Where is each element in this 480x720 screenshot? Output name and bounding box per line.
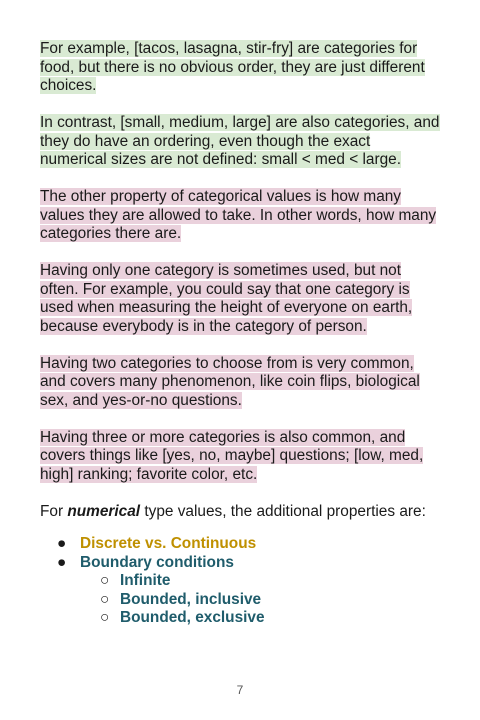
bullet-icon: ● [57,553,67,571]
paragraph-text: The other property of categorical values is how many values they are allowed to take. In other words, how many categories there are. [40,188,437,242]
boundary-conditions-sublist [80,572,440,628]
list-item-discrete-continuous [40,535,440,554]
list-item-label: Boundary conditions [80,553,234,571]
intro-suffix: type values, the additional properties are: [140,502,426,520]
intro-emphasis: numerical [67,502,141,520]
paragraph-text: Having only one category is sometimes used, but not often. For example, you could say that one category is used when measuring the height of everyone on earth, because everybody is in the category of person. [40,262,413,335]
hollow-bullet-icon: ○ [100,590,110,608]
bullet-icon: ● [57,535,67,552]
sublist-item-bounded-inclusive [80,591,440,610]
paragraph-unordered-categories [40,40,440,96]
paragraph-three-categories [40,429,440,485]
paragraph-text: Having three or more categories is also common, and covers things like [yes, no, maybe] questions; [low, med, high] ranking; favorite color, etc. [40,428,424,483]
paragraph-two-categories [40,355,440,411]
paragraph-text: In contrast, [small, medium, large] are also categories, and they do have an ordering, even though the exact numerical sizes are not defined: small < med < large. [40,114,440,168]
list-item-label: Discrete vs. Continuous [80,535,257,552]
paragraph-ordered-categories [40,114,440,170]
list-item-boundary-conditions [40,554,440,628]
paragraph-text: Having two categories to choose from is very common, and covers many phenomenon, like coin flips, biological sex, and yes-or-no questions. [40,354,420,409]
numerical-properties-list [40,535,440,628]
sublist-item-bounded-exclusive [80,609,440,628]
sublist-item-infinite [80,572,440,591]
sublist-item-label: Infinite [120,572,171,589]
intro-prefix: For [40,502,68,520]
page-number: 7 [236,683,244,697]
paragraph-text: For example, [tacos, lasagna, stir-fry] are categories for food, but there is no obvious order, they are just different choices. [40,40,425,94]
hollow-bullet-icon: ○ [100,572,110,589]
paragraph-category-count [40,188,440,244]
document-page [40,40,440,628]
sublist-item-label: Bounded, exclusive [120,609,265,626]
paragraph-one-category [40,262,440,336]
sublist-item-label: Bounded, inclusive [120,590,262,608]
hollow-bullet-icon: ○ [100,609,110,626]
paragraph-numerical-intro [40,503,440,522]
